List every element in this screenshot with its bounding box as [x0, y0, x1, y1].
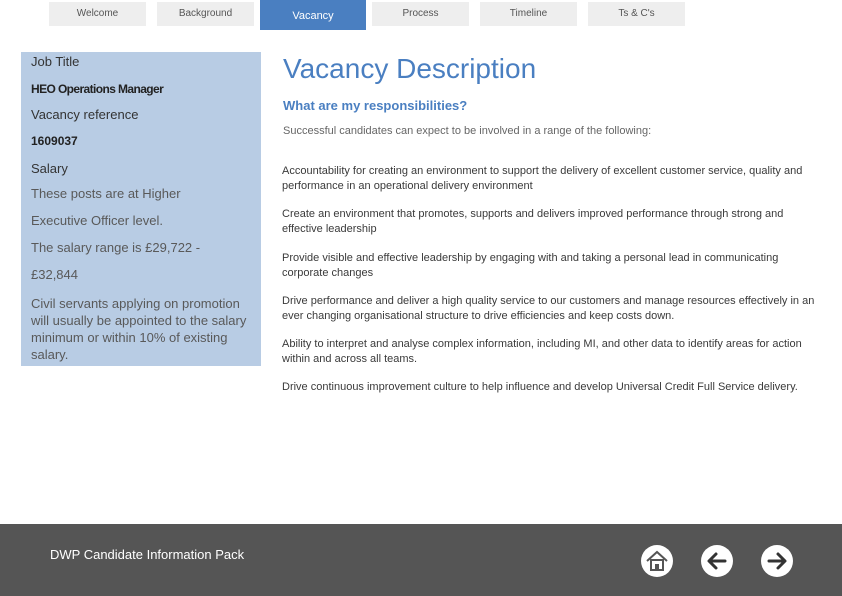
- tab-vacancy[interactable]: Vacancy: [260, 0, 366, 30]
- salary-text: Executive Officer level.: [31, 213, 163, 228]
- section-subheading: What are my responsibilities?: [283, 98, 468, 113]
- tab-background[interactable]: Background: [157, 2, 254, 26]
- promotion-text: Civil servants applying on promotion will usually be appointed to the salary minimum or within 10% of existing salary.: [31, 296, 247, 362]
- tab-welcome[interactable]: Welcome: [49, 2, 146, 26]
- salary-text: £32,844: [31, 267, 78, 282]
- responsibility-item: Create an environment that promotes, supports and delivers improved performance through strong and effective leadership: [282, 208, 784, 235]
- tab-ts-and-cs[interactable]: Ts & C's: [588, 2, 685, 26]
- salary-text: The salary range is £29,722 -: [31, 240, 201, 255]
- vacancy-reference-value: 1609037: [31, 134, 78, 148]
- job-info-panel: [21, 52, 261, 366]
- footer-title: DWP Candidate Information Pack: [50, 547, 245, 562]
- responsibility-item: Accountability for creating an environment to support the delivery of excellent customer service, quality and performance in an operational delivery environment: [282, 165, 803, 192]
- responsibility-item: Provide visible and effective leadership by engaging with and taking a personal lead in communicating corporate changes: [282, 252, 779, 279]
- home-button[interactable]: [640, 544, 674, 578]
- job-title-label: Job Title: [31, 54, 80, 69]
- responsibility-item: Ability to interpret and analyse complex information, including MI, and other data to identify areas for action within and across all teams.: [282, 338, 802, 365]
- forward-button[interactable]: [760, 544, 794, 578]
- responsibility-item: Drive continuous improvement culture to help influence and develop Universal Credit Full Service delivery.: [282, 381, 798, 393]
- salary-text: These posts are at Higher: [31, 186, 181, 201]
- intro-text: Successful candidates can expect to be involved in a range of the following:: [283, 125, 652, 137]
- back-arrow-icon: [700, 544, 734, 578]
- home-icon: [640, 544, 674, 578]
- responsibility-item: Drive performance and deliver a high quality service to our customers and manage resources effectively in an ever changing organisational structure to drive efficiencies and keep costs down.: [282, 295, 815, 322]
- tab-process[interactable]: Process: [372, 2, 469, 26]
- forward-arrow-icon: [760, 544, 794, 578]
- footer-bar: [0, 524, 842, 596]
- job-title-value: HEO Operations Manager: [31, 82, 164, 96]
- tab-timeline[interactable]: Timeline: [480, 2, 577, 26]
- page-title: Vacancy Description: [283, 53, 537, 84]
- salary-label: Salary: [31, 161, 68, 176]
- vacancy-reference-label: Vacancy reference: [31, 107, 139, 122]
- back-button[interactable]: [700, 544, 734, 578]
